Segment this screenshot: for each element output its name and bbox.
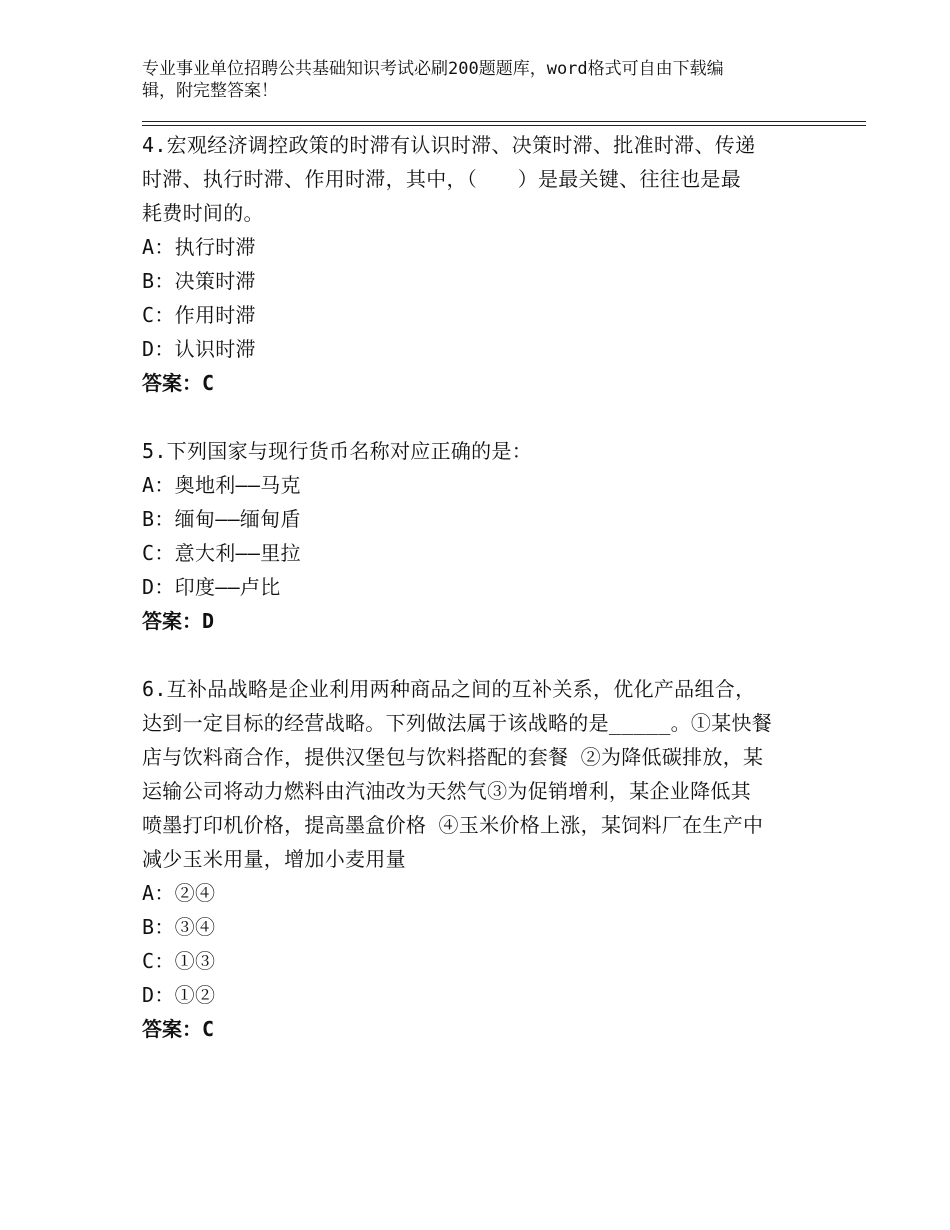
document-header (142, 58, 802, 102)
question-list (142, 128, 812, 1046)
question-stem-line: 减少玉米用量，增加小麦用量 (142, 847, 406, 871)
header-divider-top (142, 121, 866, 122)
question-stem-line: 5.下列国家与现行货币名称对应正确的是： (142, 439, 533, 463)
header-line-1: 专业事业单位招聘公共基础知识考试必刷200题题库，word格式可自由下载编 (142, 59, 724, 79)
question-block (142, 128, 812, 400)
answer-option: D：认识时滞 (142, 337, 256, 361)
answer-option: C：①③ (142, 949, 216, 973)
question-stem-line: 店与饮料商合作，提供汉堡包与饮料搭配的套餐 ②为降低碳排放，某 (142, 745, 764, 769)
answer-key: 答案：C (142, 371, 215, 395)
answer-option: A：奥地利——马克 (142, 473, 301, 497)
question-block (142, 672, 812, 1046)
question-spacer (142, 638, 812, 672)
question-stem-line: 时滞、执行时滞、作用时滞，其中，（ ）是最关键、往往也是最 (142, 167, 741, 191)
answer-option: B：缅甸——缅甸盾 (142, 507, 301, 531)
question-block (142, 434, 812, 638)
question-stem-line: 运输公司将动力燃料由汽油改为天然气③为促销增利，某企业降低其 (142, 779, 751, 803)
answer-key: 答案：C (142, 1017, 215, 1041)
answer-option: A：②④ (142, 881, 216, 905)
question-stem-line: 达到一定目标的经营战略。下列做法属于该战略的是_____。①某快餐 (142, 711, 773, 735)
header-divider-bottom (142, 125, 866, 126)
answer-option: C：意大利——里拉 (142, 541, 301, 565)
header-line-2: 辑，附完整答案！ (142, 81, 278, 101)
question-stem-line: 耗费时间的。 (142, 201, 264, 225)
answer-key: 答案：D (142, 609, 215, 633)
question-stem-line: 喷墨打印机价格，提高墨盒价格 ④玉米价格上涨，某饲料厂在生产中 (142, 813, 764, 837)
answer-option: D：印度——卢比 (142, 575, 281, 599)
answer-option: D：①② (142, 983, 216, 1007)
answer-option: B：③④ (142, 915, 216, 939)
answer-option: C：作用时滞 (142, 303, 256, 327)
question-stem-line: 6.互补品战略是企业利用两种商品之间的互补关系，优化产品组合， (142, 677, 756, 701)
answer-option: A：执行时滞 (142, 235, 256, 259)
answer-option: B：决策时滞 (142, 269, 256, 293)
question-stem-line: 4.宏观经济调控政策的时滞有认识时滞、决策时滞、批准时滞、传递 (142, 133, 756, 157)
question-spacer (142, 400, 812, 434)
